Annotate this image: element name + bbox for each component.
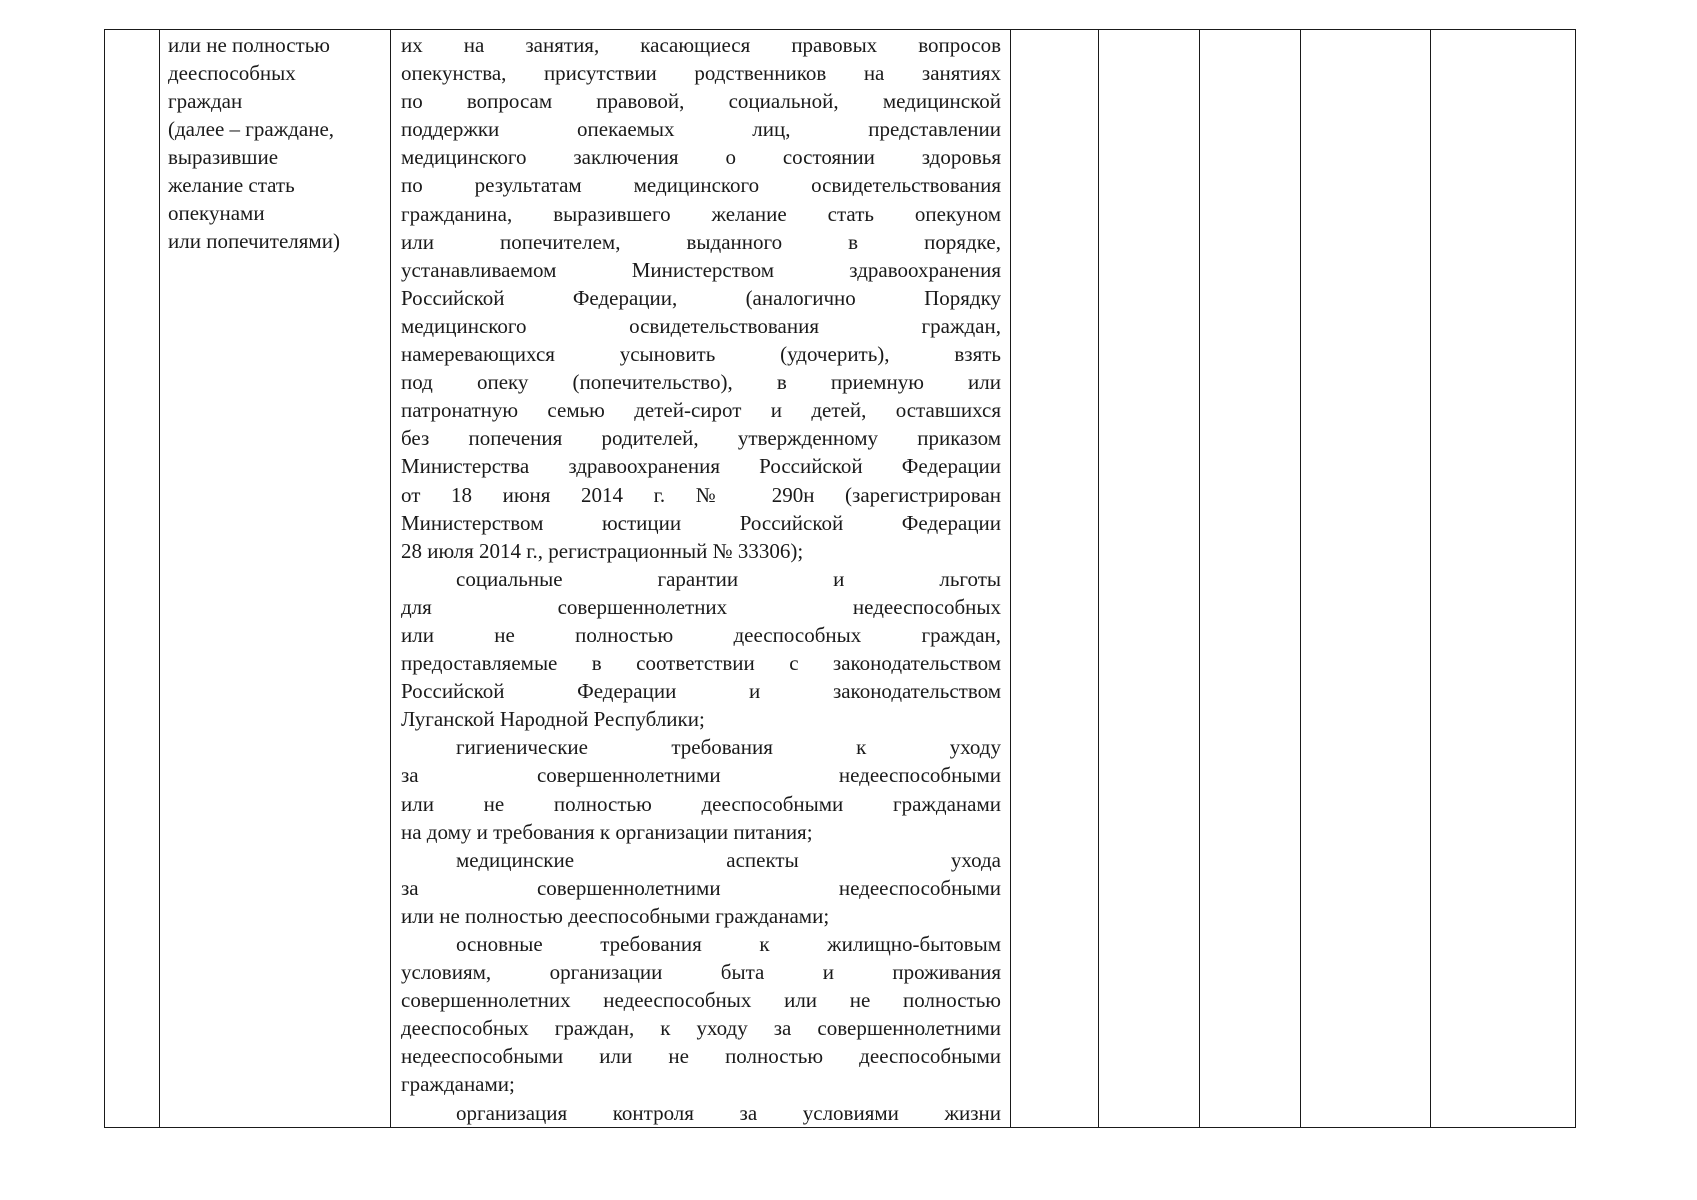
content-line: от 18 июня 2014 г. № 290н (зарегистрирован: [401, 482, 1001, 507]
content-line: медицинские аспекты ухода: [456, 847, 1001, 872]
content-line: по результатам медицинского освидетельствования: [401, 173, 1001, 198]
content-line: Российской Федерации и законодательством: [401, 679, 1001, 704]
content-line: гражданина, выразившего желание стать опекуном: [401, 201, 1001, 226]
content-line: Министерства здравоохранения Российской Федерации: [401, 454, 1001, 479]
content-line: 28 июля 2014 г., регистрационный № 33306);: [401, 538, 804, 563]
content-line: намеревающихся усыновить (удочерить), взять: [401, 342, 1001, 367]
content-line: Российской Федерации, (аналогично Порядку: [401, 285, 1001, 310]
content-line: патронатную семью детей-сирот и детей, оставшихся: [401, 398, 1001, 423]
document-table: [104, 29, 1576, 1128]
content-line: под опеку (попечительство), в приемную или: [401, 370, 1001, 395]
category-line: (далее – граждане,: [168, 117, 335, 141]
category-cell: [168, 31, 388, 255]
content-line: гигиенические требования к уходу: [456, 735, 1001, 760]
column-divider-2: [390, 30, 391, 1127]
content-line: или не полностью дееспособными гражданами;: [401, 903, 830, 928]
content-line: или не полностью дееспособных граждан,: [401, 622, 1001, 647]
content-line: их на занятия, касающиеся правовых вопросов: [401, 33, 1001, 57]
content-line: дееспособных граждан, к уходу за совершеннолетними: [401, 1016, 1001, 1041]
content-line: без попечения родителей, утвержденному приказом: [401, 426, 1001, 451]
content-line: социальные гарантии и льготы: [456, 566, 1001, 591]
content-line: за совершеннолетними недееспособными: [401, 763, 1001, 788]
category-line: желание стать: [168, 173, 295, 197]
category-line: или попечителями): [168, 229, 340, 253]
content-line: медицинского освидетельствования граждан,: [401, 313, 1001, 338]
content-line: на дому и требования к организации питания;: [401, 819, 813, 844]
content-line: для совершеннолетних недееспособных: [401, 594, 1001, 619]
content-line: совершеннолетних недееспособных или не полностью: [401, 988, 1001, 1013]
content-line: предоставляемые в соответствии с законодательством: [401, 651, 1001, 676]
content-line: за совершеннолетними недееспособными: [401, 875, 1001, 900]
column-divider-5: [1199, 30, 1200, 1127]
column-divider-4: [1098, 30, 1099, 1127]
category-line: опекунами: [168, 201, 265, 225]
content-line: условиям, организации быта и проживания: [401, 960, 1001, 985]
content-line: по вопросам правовой, социальной, медицинской: [401, 89, 1001, 114]
content-cell: [401, 31, 1001, 1127]
column-divider-3: [1010, 30, 1011, 1127]
content-line: устанавливаемом Министерством здравоохранения: [401, 257, 1001, 282]
content-line: или не полностью дееспособными гражданами: [401, 791, 1001, 816]
content-line: опекунства, присутствии родственников на занятиях: [401, 61, 1001, 86]
category-line: дееспособных: [168, 61, 296, 85]
column-divider-7: [1430, 30, 1431, 1127]
content-line: медицинского заключения о состоянии здоровья: [401, 145, 1001, 170]
category-line: или не полностью: [168, 33, 330, 57]
content-line: поддержки опекаемых лиц, представлении: [401, 117, 1001, 142]
content-line: или попечителем, выданного в порядке,: [401, 229, 1001, 254]
column-divider-1: [159, 30, 160, 1127]
content-line: организация контроля за условиями жизни: [456, 1100, 1001, 1125]
content-line: Луганской Народной Республики;: [401, 707, 705, 732]
content-line: Министерством юстиции Российской Федерации: [401, 510, 1001, 535]
category-line: граждан: [168, 89, 243, 113]
content-line: гражданами;: [401, 1072, 515, 1097]
column-divider-6: [1300, 30, 1301, 1127]
content-line: недееспособными или не полностью дееспособными: [401, 1044, 1001, 1069]
category-line: выразившие: [168, 145, 279, 169]
content-line: основные требования к жилищно-бытовым: [456, 932, 1001, 956]
